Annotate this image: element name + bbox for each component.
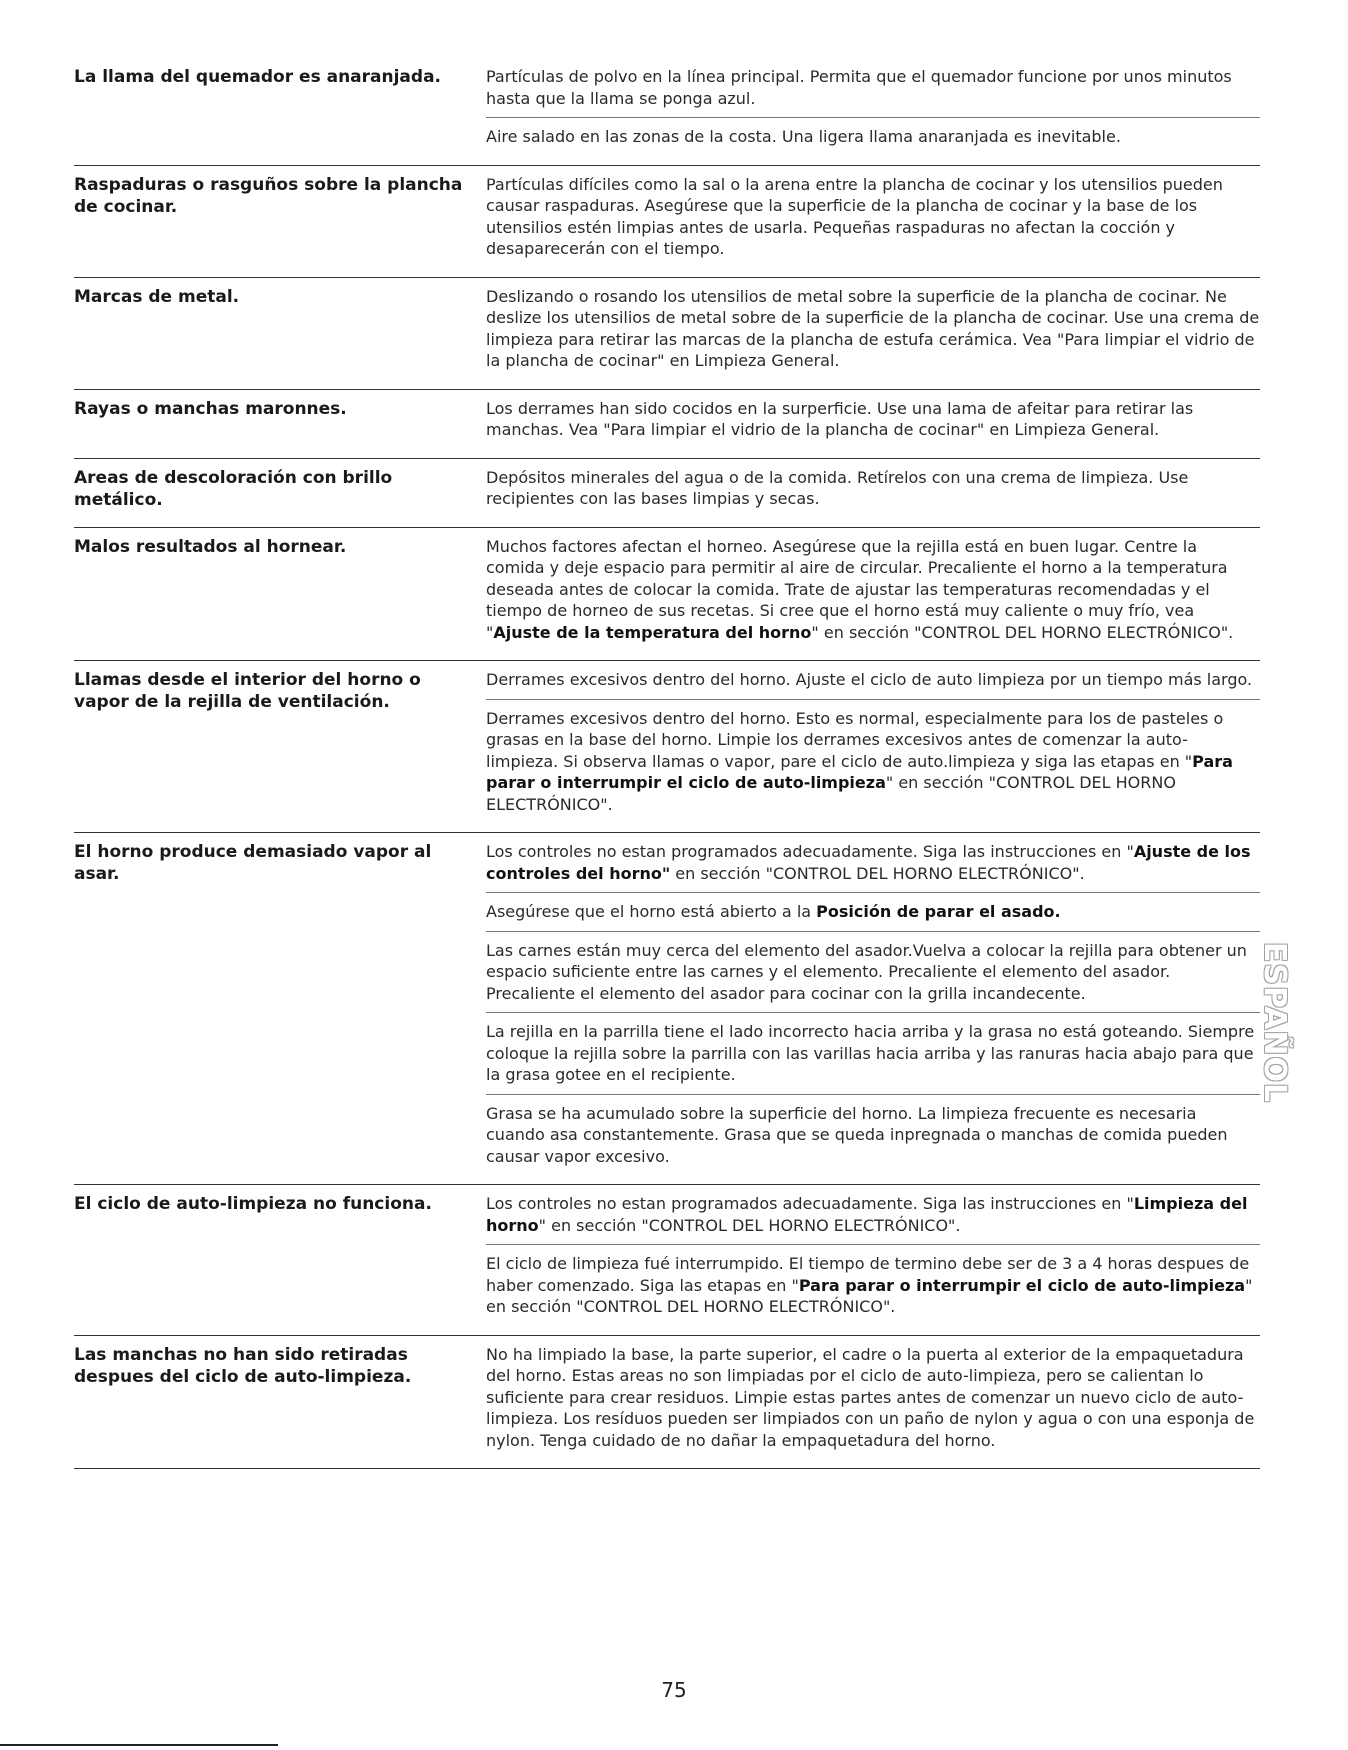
- solution-text: [486, 536, 1260, 652]
- solution-text: [486, 117, 1260, 156]
- solution-segment: en sección "CONTROL DEL HORNO ELECTRÓNICO".: [670, 863, 1085, 883]
- troubleshooting-table: [74, 66, 1260, 1469]
- solution-segment: Muchos factores afectan el horneo. Asegúrese que la rejilla está en buen lugar. Centre la comida y deje espacio para permitir al aire de circular. Precaliente el horno a la temperatura deseada antes de colocar la comida. Trate de ajustar las temperaturas recomendadas y el tiempo de horneo de sus recetas. Si cree que el horno está muy caliente o muy frío, vea ": [486, 536, 1228, 642]
- footer-rule: [0, 1744, 278, 1746]
- table-row: [74, 66, 1260, 166]
- solution-segment: Los derrames han sido cocidos en la surperficie. Use una lama de afeitar para retirar las manchas. Vea "Para limpiar el vidrio de la plancha de cocinar" en Limpieza General.: [486, 398, 1194, 439]
- table-row: [74, 833, 1260, 1185]
- problem-text: Llamas desde el interior del horno o vapor de la rejilla de ventilación.: [74, 670, 421, 712]
- problem-text: La llama del quemador es anaranjada.: [74, 67, 442, 87]
- solution-segment: Los controles no estan programados adecuadamente. Siga las instrucciones en ": [486, 1194, 1134, 1213]
- table-row: [74, 1336, 1260, 1470]
- solution-segment: " en sección "CONTROL DEL HORNO ELECTRÓNICO".: [538, 1215, 961, 1235]
- solution-segment: Derrames excesivos dentro del horno. Esto es normal, especialmente para los de pasteles o grasas en la base del horno. Limpie los derrames excesivos antes de comenzar la auto-limpieza. Si observa llamas o vapor, pare el ciclo de auto.limpieza y siga las etapas en ": [486, 708, 1224, 771]
- problem-text: Marcas de metal.: [74, 286, 240, 307]
- solutions-cell: [486, 1344, 1260, 1460]
- problem-text: El horno produce demasiado vapor al asar.: [74, 842, 432, 884]
- solution-text: [486, 1244, 1260, 1326]
- solutions-cell: [486, 841, 1260, 1175]
- solution-segment: Los controles no estan programados adecuadamente. Siga las instrucciones en ": [486, 842, 1134, 861]
- table-row: [74, 1185, 1260, 1336]
- solution-text: [486, 1344, 1260, 1460]
- solution-text: [486, 66, 1260, 117]
- solution-segment: Aire salado en las zonas de la costa. Una ligera llama anaranjada es inevitable.: [486, 127, 1121, 146]
- solution-segment: El ciclo de limpieza fué interrumpido. El tiempo de termino debe ser de 3 a 4 horas despues de haber comenzado. Siga las etapas en ": [486, 1254, 1250, 1295]
- solution-segment: Partículas de polvo en la línea principal. Permita que el quemador funcione por unos minutos hasta que la llama se ponga azul.: [486, 67, 1232, 108]
- solution-segment: Depósitos minerales del agua o de la comida. Retírelos con una crema de limpieza. Use recipientes con las bases limpias y secas.: [486, 467, 1189, 508]
- solution-text: [486, 892, 1260, 931]
- problem-text: El ciclo de auto-limpieza no funciona.: [74, 1194, 432, 1214]
- solution-segment: Derrames excesivos dentro del horno. Ajuste el ciclo de auto limpieza por un tiempo más largo.: [486, 670, 1253, 689]
- solution-text: [486, 174, 1260, 268]
- table-row: [74, 528, 1260, 662]
- solution-text: [486, 931, 1260, 1013]
- solution-segment: Las carnes están muy cerca del elemento del asador.Vuelva a colocar la rejilla para obtener un espacio suficiente entre las carnes y el elemento. Precaliente el elemento del asador. Precaliente el elemento del asador para cocinar con la grilla incandecente.: [486, 940, 1247, 1003]
- table-row: [74, 166, 1260, 278]
- problem-text: Areas de descoloración con brillo metálico.: [74, 467, 393, 510]
- solution-emphasis: Para parar o interrumpir el ciclo de auto-limpieza: [486, 751, 1233, 792]
- language-side-tab: [1257, 941, 1293, 1104]
- solution-text: [486, 699, 1260, 824]
- solution-text: [486, 1193, 1260, 1244]
- solution-text: [486, 1094, 1260, 1176]
- solution-segment: " en sección "CONTROL DEL HORNO ELECTRÓNICO".: [486, 1275, 1253, 1316]
- solution-emphasis: Ajuste de los controles del horno": [486, 842, 1251, 883]
- solutions-cell: [486, 536, 1260, 652]
- solution-emphasis: Limpieza del horno: [486, 1194, 1248, 1235]
- solution-text: [486, 467, 1260, 518]
- solution-segment: Asegúrese que el horno está abierto a la: [486, 902, 817, 921]
- problem-text: Raspaduras o rasguños sobre la plancha de cocinar.: [74, 174, 463, 217]
- solution-emphasis: Para parar o interrumpir el ciclo de auto-limpieza: [798, 1275, 1246, 1295]
- solution-segment: " en sección "CONTROL DEL HORNO ELECTRÓNICO".: [811, 622, 1234, 642]
- solution-text: [486, 398, 1260, 449]
- table-row: [74, 278, 1260, 390]
- solution-segment: Deslizando o rosando los utensilios de metal sobre la superficie de la plancha de cocinar. Ne deslize los utensilios de metal sobre de la superficie de la plancha de cocinar. Use una crema de limpieza para retirar las marcas de la plancha de estufa cerámica. Vea "Para limpiar el vidrio de la plancha de cocinar" en Limpieza General.: [486, 286, 1260, 370]
- solutions-cell: [486, 398, 1260, 449]
- table-row: [74, 661, 1260, 833]
- problem-text: Malos resultados al hornear.: [74, 536, 347, 557]
- solutions-cell: [486, 174, 1260, 268]
- solution-segment: " en sección "CONTROL DEL HORNO ELECTRÓNICO".: [486, 773, 1176, 814]
- solution-segment: Partículas difíciles como la sal o la arena entre la plancha de cocinar y los utensilios pueden causar raspaduras. Asegúrese que la superficie de la plancha de cocinar y la base de los utensilios estén limpias antes de usarla. Pequeñas raspaduras no afectan la cocción y desaparecerán con el tiempo.: [486, 174, 1223, 258]
- solution-text: [486, 286, 1260, 380]
- solution-emphasis: Ajuste de la temperatura del horno: [493, 622, 812, 642]
- solutions-cell: [486, 66, 1260, 156]
- solution-emphasis: Posición de parar el asado.: [816, 902, 1061, 921]
- solution-text: [486, 841, 1260, 892]
- solution-text: [486, 1012, 1260, 1094]
- page-number: 75: [661, 1678, 687, 1702]
- problem-text: Rayas o manchas maronnes.: [74, 398, 347, 419]
- problem-text: Las manchas no han sido retiradas despues del ciclo de auto-limpieza.: [74, 1344, 412, 1387]
- table-row: [74, 459, 1260, 528]
- solution-segment: La rejilla en la parrilla tiene el lado incorrecto hacia arriba y la grasa no está goteando. Siempre coloque la rejilla sobre la parrilla con las varillas hacia arriba y las ranuras hacia abajo para que la grasa gotee en el recipiente.: [486, 1022, 1255, 1084]
- solutions-cell: [486, 669, 1260, 823]
- solutions-cell: [486, 286, 1260, 380]
- solutions-cell: [486, 467, 1260, 518]
- solutions-cell: [486, 1193, 1260, 1326]
- table-row: [74, 390, 1260, 459]
- language-tab-label: ESPAÑOL: [1257, 941, 1293, 1104]
- solution-segment: Grasa se ha acumulado sobre la superficie del horno. La limpieza frecuente es necesaria cuando asa constantemente. Grasa que se queda inpregnada o manchas de comida pueden causar vapor excesivo.: [486, 1103, 1228, 1166]
- solution-text: [486, 669, 1260, 699]
- solution-segment: No ha limpiado la base, la parte superior, el cadre o la puerta al exterior de la empaquetadura del horno. Estas areas no son limpiadas por el ciclo de auto-limpieza, pero se calientan lo suficiente para crear residuos. Limpie estas partes antes de comenzar un nuevo ciclo de auto-limpieza. Los resíduos pueden ser limpiados con un paño de nylon y agua o con una esponja de nylon. Tenga cuidado de no dañar la empaquetadura del horno.: [486, 1344, 1255, 1450]
